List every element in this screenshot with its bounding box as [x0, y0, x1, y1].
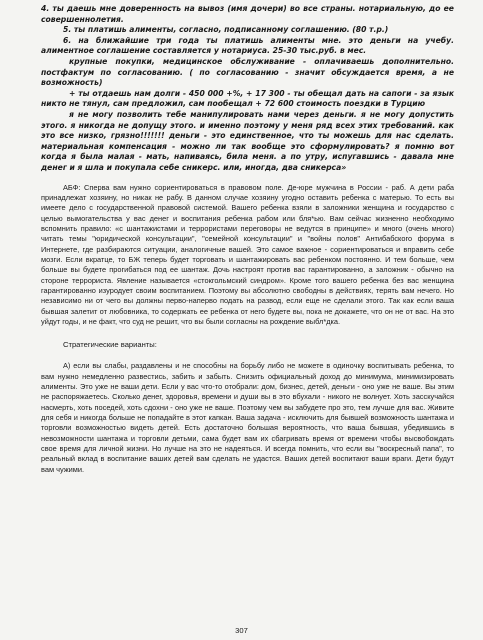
response-paragraph: АБФ: Сперва вам нужно сориентироваться в правовом поле. Де-юре мужчина в России - раб. А дети раба принадлежат хозяину, но никак не рабу. В данном случае хозяину угодно оставить ребенка с матерью. То есть вы имеете дело с государственной правовой системой. Вашего ребенка взяли в заложники женщина и государство с целью вымогательства у вас денег и воспитания ребенка рабом или бля*ью. Вам сейчас жизненно необходимо вспомнить правило: «с шантажистами и террористами переговоры не ведутся в принципе» и много (очень много) читать темы "юридической консультации", "семейной консультации" и "войны полов" Антибабского форума в Интернете, где разбираются ситуации, аналогичные вашей. Это самое важное - сориентироваться и вправить себе мозги. Если вкратце, то БЖ теперь будет торговать и шантажировать вас ребенком постоянно. И тем больше, чем больше вы будете прогибаться под ее шантаж. Дочь настроят против вас гарантированно, а заложник - обычно на стороне террориста. Явление называется «стокгольмский синдром». Кроме того вашего ребенка без вас женщина гарантированно изуродует своим воспитанием. Поэтому вы абсолютно свободны в действиях, терять вам нечего. Но независимо ни от чего вы должны перво-наперво подать на развод, если еще не сделали этого. Так как если ваша бывшая залетит от любовника, то содержать ее ребенка от него будете вы, пока не докажете, что он не от вас. На это уйдут годы, и не факт, что суд не решит, что вы были согласны на рождение выбл*дка.: [41, 182, 454, 326]
page-number: 307: [235, 626, 248, 635]
section-heading: Стратегические варианты:: [63, 340, 157, 350]
response-section: [41, 183, 454, 328]
list-item: 5. ты платишь алименты, согласно, подписанному соглашению. (80 т.р.): [63, 25, 389, 35]
list-item: я не могу позволить тебе манипулировать нами через деньги. я не могу допустить этого. я никогда не допущу этого. и именно поэтому у меня ряд всех этих требований. как это все низко, грязно!!!!!!! деньги - это единственное, что ты можешь для нас сделать. материальная компенсация - можно ли так вообще это сформулировать? я помню вот когда я была малая - мать, напиваясь, била меня. а по утру, испугавшись - давала мне денег и я шла и покупала себе сникерс. или, иногда, два сникерса»: [41, 109, 454, 172]
list-item: 4. ты даешь мне доверенность на вывоз (имя дочери) во все страны. нотариальную, до ее совершеннолетия.: [41, 4, 454, 24]
list-item: крупные покупки, медицинское обслуживание - оплачиваешь дополнительно. постфактум по согласованию. ( по согласованию - значит обсуждается время, а не возможность): [41, 56, 454, 88]
strategy-section: [41, 361, 454, 475]
list-item: 6. на ближайшие три года ты платишь алименты мне. это деньги на учебу. алиментное соглашение составляется у нотариуса. 25-30 тыс.руб. в мес.: [41, 35, 454, 56]
quoted-demands-list: [41, 4, 454, 174]
list-item: + ты отдаешь нам долги - 450 000 +%, + 17 300 - ты обещал дать на сапоги - за язык никто не тянул, сам предложил, сам пообещал + 72 600 стоимость поездки в Турцию: [41, 88, 454, 109]
strategy-option-a: А) если вы слабы, раздавлены и не способны на борьбу либо не можете в одиночку воспитывать ребенка, то вам нужно немедленно развестись, забить и забыть. Снизить официальный доход до минимума, минимизировать алименты. Это уже не ваши дети. Если у вас что-то отобрали: дом, бизнес, детей, деньги - оно уже не ваше. Вы этим не распоряжаетесь. Сколько денег, здоровья, времени и души вы в это вбухали - никого не волнует. Хоть засскучайся насмерть, хоть поседей, хоть сдохни - оно уже не ваше. Поэтому чем вы забудете про это, тем лучше для вас. Живите для себя и никогда больше не попадайте в этот капкан. Ваша задача - исключить для бывшей возможность шантажа и торговли возможностью видеть детей. Есть достаточно большая вероятность, что ваша бывшая, убедившись в невозможности шантажа и торговли детьми, сама будет вам их сбагривать время от времени чтобы высвобождать свое время для личной жизни. Но лучше на это не надеяться. И всегда помнить, что если вы "воскресный папа", то реальный вклад в воспитание ваших детей вам сделать не удастся. Ваших детей воспитают ваши враги. Дети будут вам чужими.: [41, 361, 454, 474]
